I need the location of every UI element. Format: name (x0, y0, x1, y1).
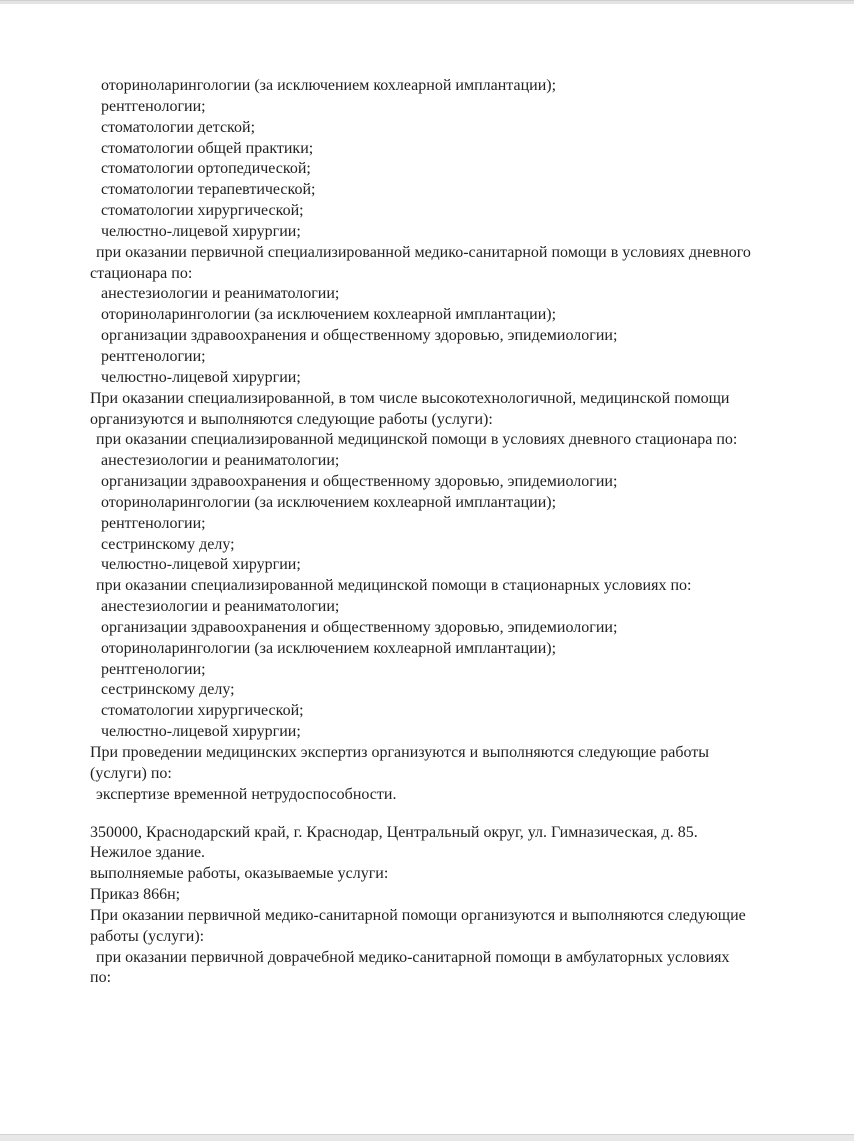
document-line: челюстно-лицевой хирургии; (101, 222, 301, 240)
document-line: стоматологии хирургической; (101, 702, 304, 720)
document-line: выполняемые работы, оказываемые услуги: (90, 865, 389, 883)
document-line: работы (услуги): (90, 927, 205, 945)
document-line: экспертизе временной нетрудоспособности. (96, 785, 397, 803)
document-line: сестринскому делу; (101, 535, 235, 553)
document-line: стоматологии хирургической; (101, 202, 304, 220)
document-line: рентгенологии; (101, 660, 206, 678)
document-line: оториноларингологии (за исключением кохлеарной имплантации); (101, 639, 557, 657)
document-line: (услуги) по: (90, 764, 172, 782)
document-line: При оказании первичной медико-санитарной помощи организуются и выполняются следующие (90, 906, 746, 924)
document-line: при оказании специализированной медицинской помощи в стационарных условиях по: (96, 577, 692, 595)
document-line: стоматологии терапевтической; (101, 181, 316, 199)
document-line: организации здравоохранения и общественному здоровью, эпидемиологии; (101, 473, 618, 491)
document-line: стоматологии общей практики; (101, 139, 314, 157)
document-line: рентгенологии; (101, 347, 206, 365)
document-line: стоматологии детской; (101, 118, 256, 136)
document-line: оториноларингологии (за исключением кохлеарной имплантации); (101, 77, 557, 94)
document-line: При оказании специализированной, в том числе высокотехнологичной, медицинской помощи (90, 389, 730, 407)
document-blank-line (90, 806, 794, 823)
document-line: челюстно-лицевой хирургии; (101, 368, 301, 386)
document-line: оториноларингологии (за исключением кохлеарной имплантации); (101, 493, 557, 511)
document-line: организации здравоохранения и общественному здоровью, эпидемиологии; (101, 327, 618, 345)
document-line: рентгенологии; (101, 97, 206, 115)
document-line: сестринскому делу; (101, 681, 235, 699)
document-line: анестезиологии и реаниматологии; (101, 285, 340, 303)
document-line: Нежилое здание. (90, 844, 206, 862)
document-line: оториноларингологии (за исключением кохлеарной имплантации); (101, 306, 557, 324)
document-line: челюстно-лицевой хирургии; (101, 723, 301, 741)
document-line: рентгенологии; (101, 514, 206, 532)
document-line: При проведении медицинских экспертиз организуются и выполняются следующие работы (90, 744, 709, 761)
horizontal-scrollbar[interactable] (0, 1134, 854, 1141)
document-line: 350000, Краснодарский край, г. Краснодар, Центральный округ, ул. Гимназическая, д. 85. (90, 823, 698, 841)
document-line: организуются и выполняются следующие работы (услуги): (90, 410, 493, 428)
document-line: челюстно-лицевой хирургии; (101, 556, 301, 574)
document-line: при оказании первичной специализированной медико-санитарной помощи в условиях дневного (96, 243, 751, 261)
document-line: стоматологии ортопедической; (101, 160, 311, 178)
document-line: анестезиологии и реаниматологии; (101, 452, 340, 470)
document-line: при оказании специализированной медицинской помощи в условиях дневного стационара по: (96, 431, 738, 449)
document-line: организации здравоохранения и общественному здоровью, эпидемиологии; (101, 618, 618, 636)
document-line: Приказ 866н; (90, 886, 181, 904)
document-line: по: (90, 969, 112, 987)
document-line: при оказании первичной доврачебной медико-санитарной помощи в амбулаторных условиях (96, 948, 730, 966)
document-line: анестезиологии и реаниматологии; (101, 598, 340, 616)
document-line: стационара по: (90, 264, 193, 282)
